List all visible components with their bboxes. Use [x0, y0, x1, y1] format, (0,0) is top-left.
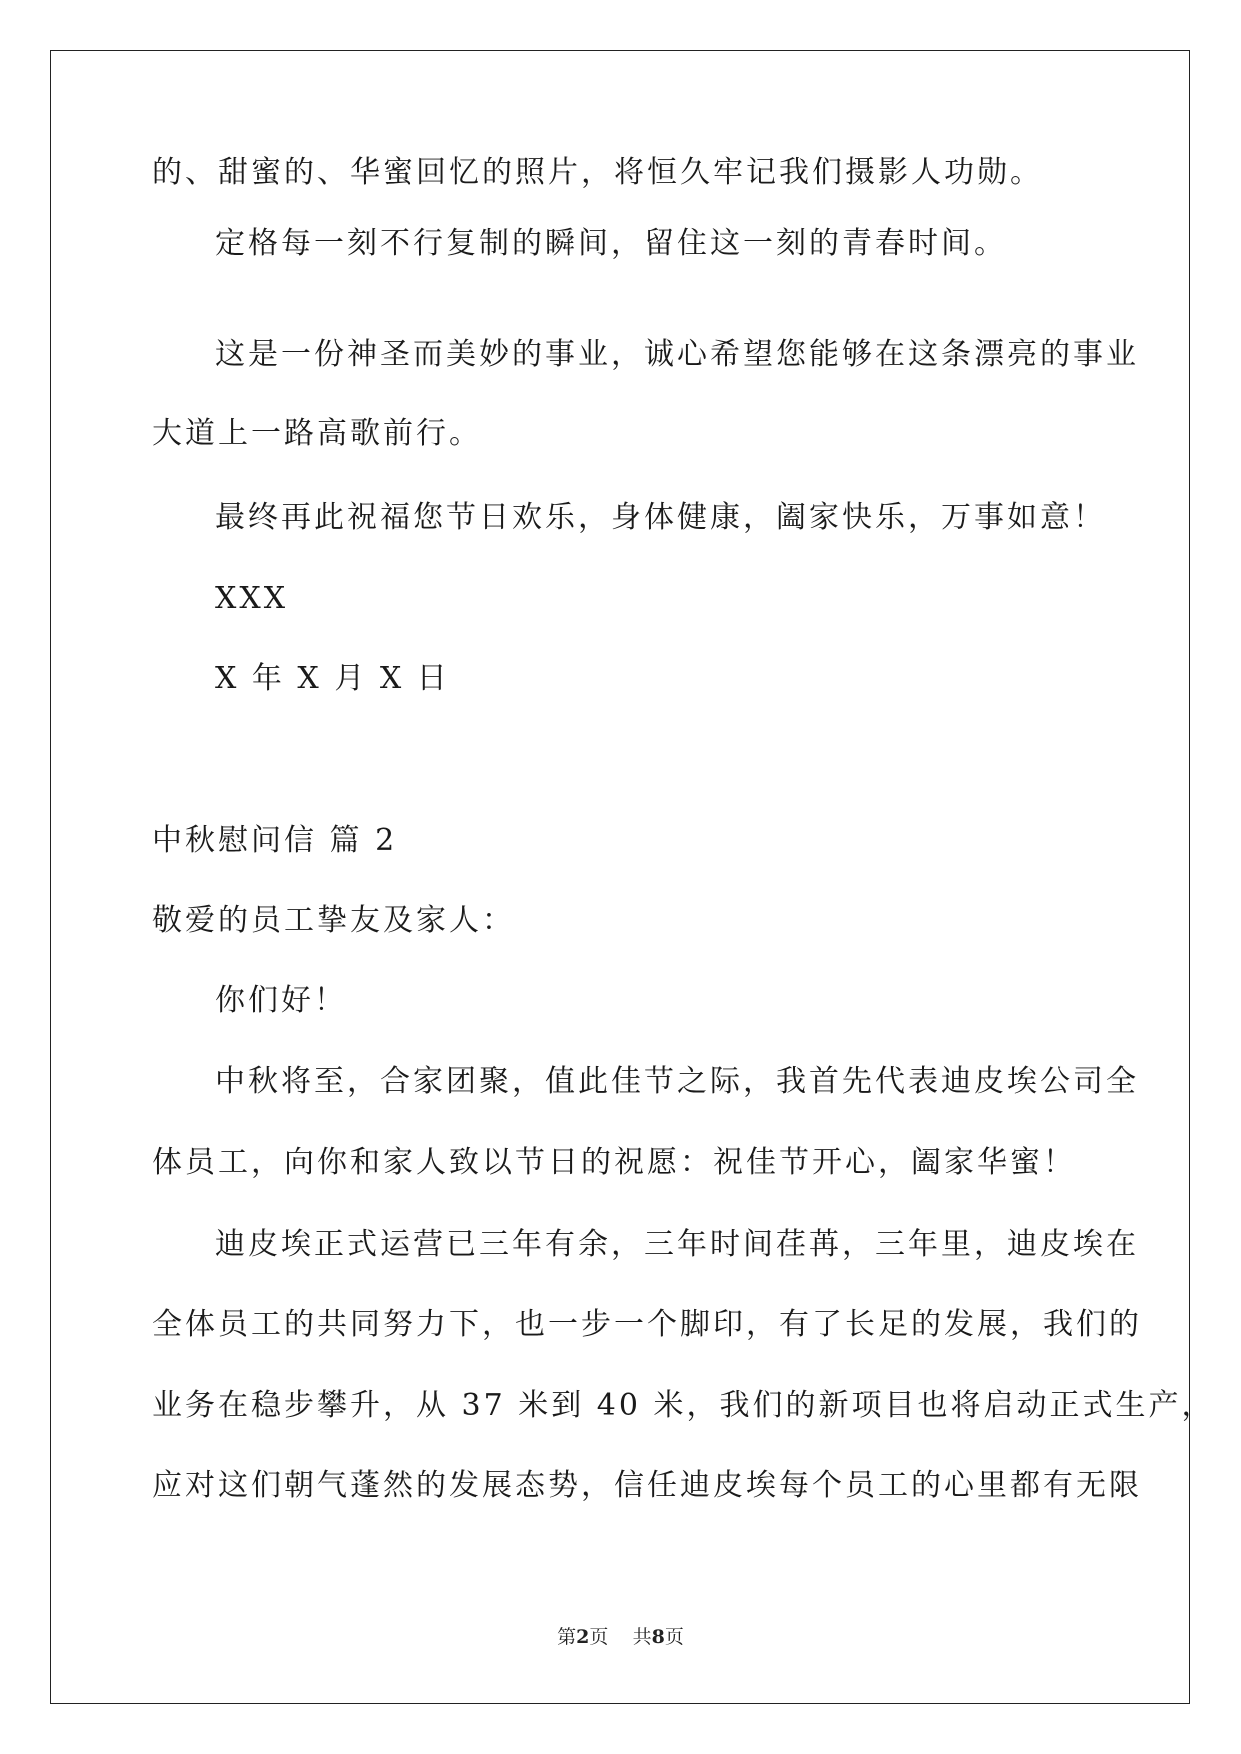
page-border	[50, 50, 1190, 1704]
text-line: 业务在稳步攀升，从 37 米到 40 米，我们的新项目也将启动正式生产，	[152, 1388, 1215, 1423]
total-page-number: 8	[651, 1626, 665, 1648]
signature: XXX	[215, 581, 289, 616]
footer-suffix: 页	[664, 1626, 684, 1648]
text-line: 全体员工的共同努力下，也一步一个脚印，有了长足的发展，我们的	[152, 1307, 1142, 1342]
footer-middle: 页 共	[589, 1626, 652, 1648]
text-line: 这是一份神圣而美妙的事业，诚心希望您能够在这条漂亮的事业	[215, 337, 1139, 372]
text-line: 体员工，向你和家人致以节日的祝愿：祝佳节开心，阖家华蜜！	[152, 1145, 1076, 1180]
footer-prefix: 第	[557, 1626, 577, 1648]
text-line: 定格每一刻不行复制的瞬间，留住这一刻的青春时间。	[215, 226, 1007, 261]
greeting: 你们好！	[215, 983, 347, 1018]
section-heading: 中秋慰问信 篇 2	[152, 823, 398, 858]
salutation: 敬爱的员工挚友及家人：	[152, 903, 515, 938]
text-line: 最终再此祝福您节日欢乐，身体健康，阖家快乐，万事如意！	[215, 500, 1106, 535]
text-line: 大道上一路高歌前行。	[152, 416, 482, 451]
current-page-number: 2	[576, 1626, 590, 1648]
text-line: 中秋将至，合家团聚，值此佳节之际，我首先代表迪皮埃公司全	[215, 1064, 1139, 1099]
text-line: 的、甜蜜的、华蜜回忆的照片，将恒久牢记我们摄影人功勋。	[152, 155, 1043, 190]
text-line: 迪皮埃正式运营已三年有余，三年时间荏苒，三年里，迪皮埃在	[215, 1227, 1139, 1262]
letter-date: X 年 X 月 X 日	[215, 661, 450, 696]
text-line: 应对这们朝气蓬然的发展态势，信任迪皮埃每个员工的心里都有无限	[152, 1468, 1142, 1503]
page-footer	[0, 1622, 1241, 1649]
